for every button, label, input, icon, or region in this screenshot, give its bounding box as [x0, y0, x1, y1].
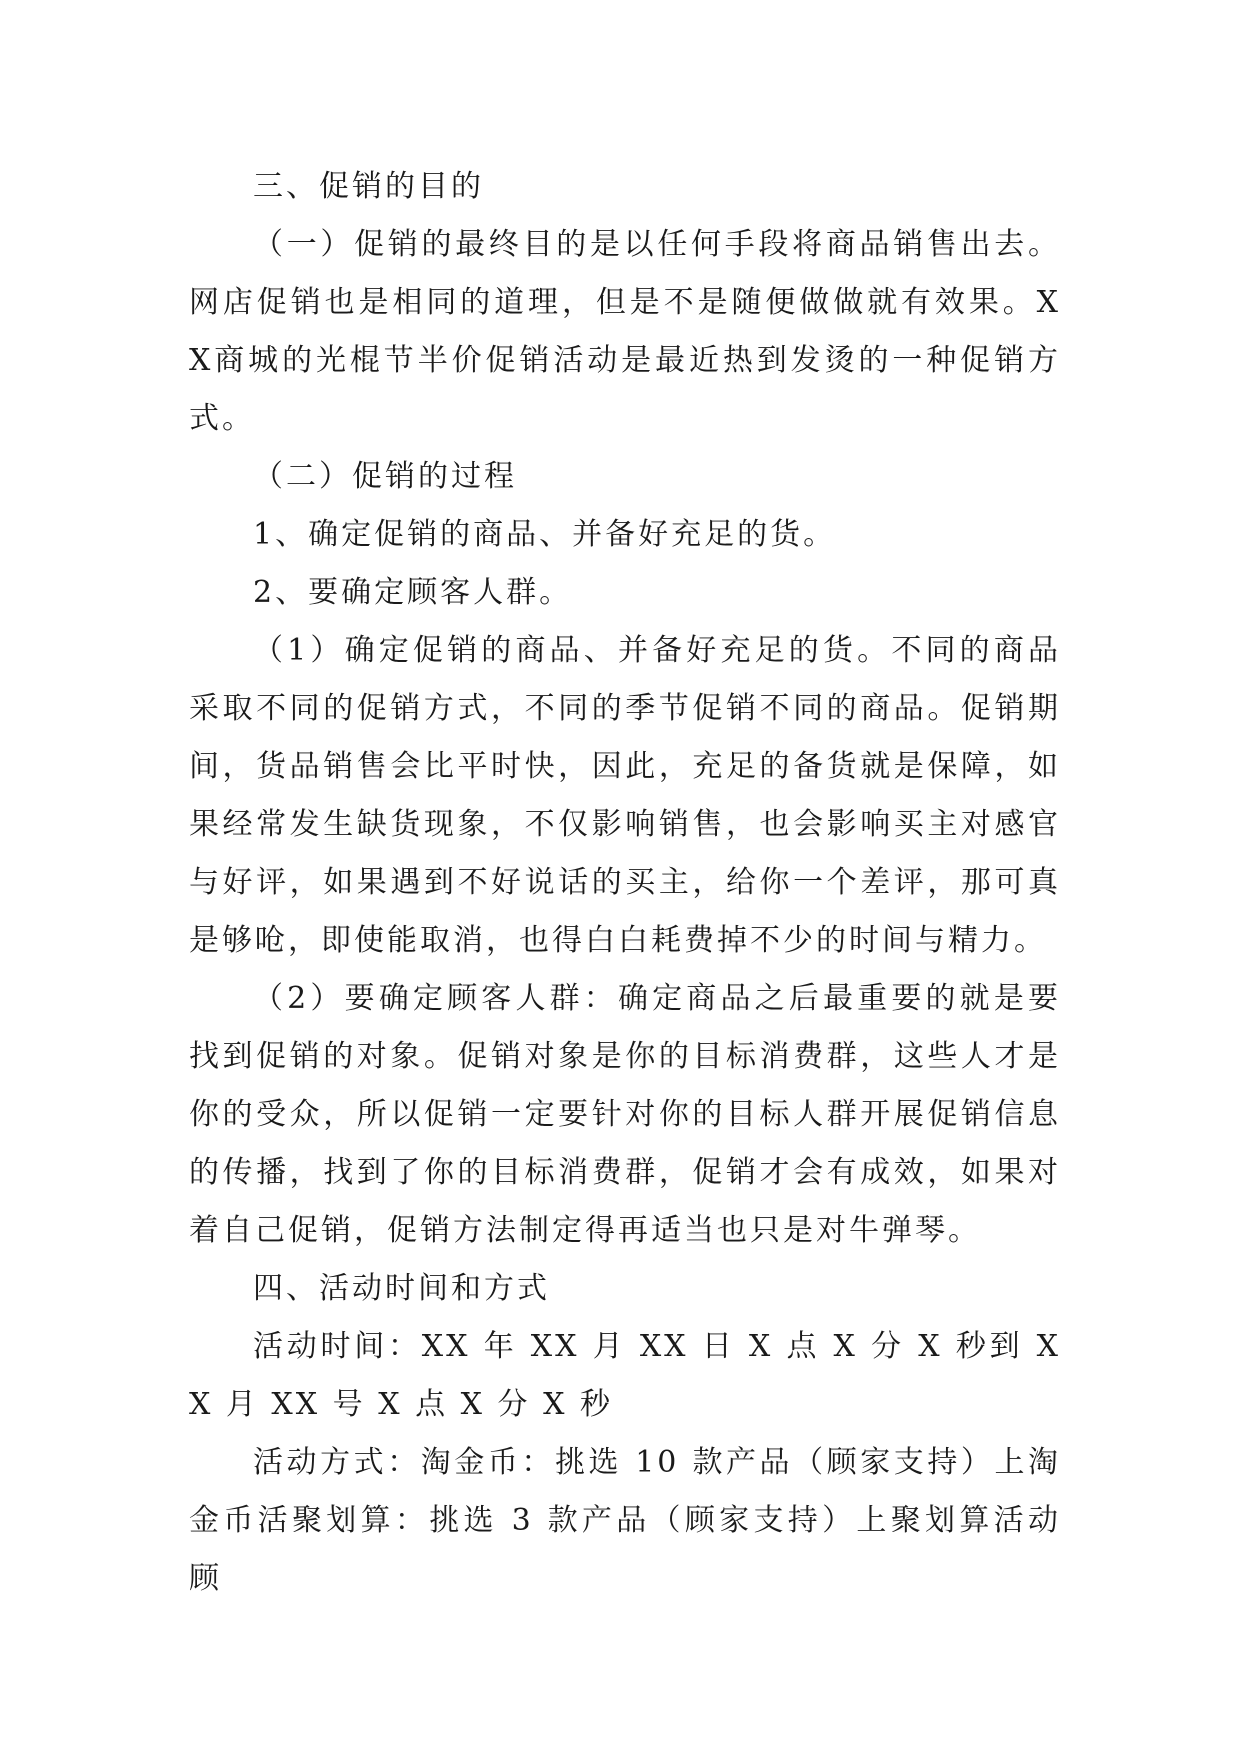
paragraph-final-purpose: （一）促销的最终目的是以任何手段将商品销售出去。网店促销也是相同的道理，但是不是随便做做就有效果。XX商城的光棍节半价促销活动是最近热到发烫的一种促销方式。 [189, 227, 1061, 436]
section-heading-purpose: 三、促销的目的 [253, 169, 484, 204]
subheading-process: （二）促销的过程 [253, 459, 517, 494]
list-item-2: 2、要确定顾客人群。 [253, 575, 573, 610]
paragraph-activity-method: 活动方式：淘金币：挑选 10 款产品（顾家支持）上淘金币活聚划算：挑选 3 款产品（顾家支持）上聚划算活动顾 [189, 1445, 1061, 1596]
paragraph-item-2-detail: （2）要确定顾客人群：确定商品之后最重要的就是要找到促销的对象。促销对象是你的目标消费群，这些人才是你的受众，所以促销一定要针对你的目标人群开展促销信息的传播，找到了你的目标消费群，促销才会有成效，如果对着自己促销，促销方法制定得再适当也只是对牛弹琴。 [189, 981, 1061, 1248]
section-heading-time-method: 四、活动时间和方式 [253, 1271, 550, 1306]
paragraph-item-1-detail: （1）确定促销的商品、并备好充足的货。不同的商品采取不同的促销方式，不同的季节促销不同的商品。促销期间，货品销售会比平时快，因此，充足的备货就是保障，如果经常发生缺货现象，不仅影响销售，也会影响买主对感官与好评，如果遇到不好说话的买主，给你一个差评，那可真是够呛，即使能取消，也得白白耗费掉不少的时间与精力。 [189, 633, 1061, 958]
paragraph-activity-time: 活动时间：XX 年 XX 月 XX 日 X 点 X 分 X 秒到 XX 月 XX 号 X 点 X 分 X 秒 [189, 1329, 1061, 1422]
list-item-1: 1、确定促销的商品、并备好充足的货。 [253, 517, 837, 552]
document-body [189, 158, 1061, 1608]
